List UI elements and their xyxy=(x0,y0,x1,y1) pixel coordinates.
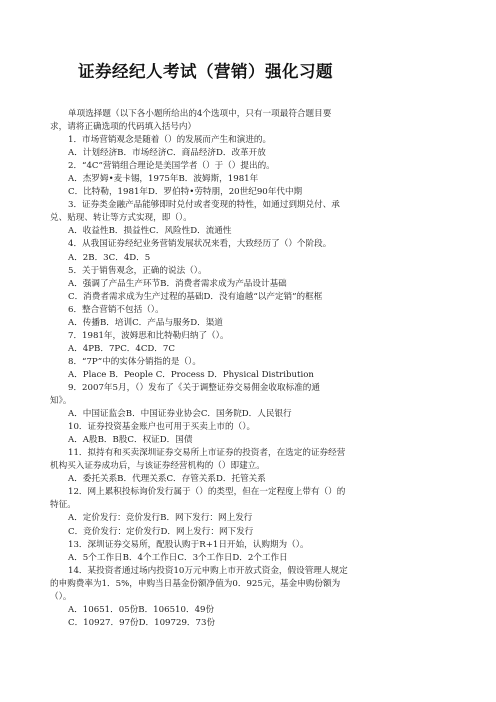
text-line: A．中国证监会B．中国证券业协会C．国务院D．人民银行 xyxy=(68,409,292,420)
text-line: （）。 xyxy=(50,591,72,602)
text-line: C．竞价发行：定价发行D．网上发行：网下发行 xyxy=(68,526,254,537)
text-line: 8．“7P”中的实体分销指的是（）。 xyxy=(68,356,201,367)
text-line: 13．深圳证券交易所，配股认购于R+1日开始，认购期为（）。 xyxy=(68,539,309,550)
text-line: A．委托关系B．代理关系C．存管关系D．托管关系 xyxy=(68,474,266,485)
text-line: C．消费者需求成为生产过程的基础D．没有逾越“以产定销”的框框 xyxy=(68,291,323,302)
text-line: C．比特勒，1981年D．罗伯特•劳特朋，20世纪90年代中期 xyxy=(68,187,303,198)
text-line: 5．关于销售观念，正确的说法（）。 xyxy=(68,265,207,276)
text-line: A．强调了产品生产环节B．消费者需求成为产品设计基础 xyxy=(68,278,287,289)
text-line: A．传播B．培训C．产品与服务D．渠道 xyxy=(68,317,223,328)
text-line: 6．整合营销不包括（）。 xyxy=(68,304,164,315)
text-line: A．2B．3C．4D．5 xyxy=(68,252,151,263)
text-line: A．计划经济B．市场经济C．商品经济D．改革开放 xyxy=(68,148,266,159)
text-line: 10．证券投资基金账户也可用于买卖上市的（）。 xyxy=(68,422,256,433)
document-body xyxy=(50,108,446,630)
text-line: A．定价发行：竞价发行B．网下发行：网上发行 xyxy=(68,513,253,524)
text-line: A．收益性B．损益性C．风险性D．流通性 xyxy=(68,226,232,237)
text-line: 1．市场营销观念是随着（）的发展而产生和演进的。 xyxy=(68,135,272,146)
text-line: A．4PB．7PC．4CD．7C xyxy=(68,343,175,354)
text-line: 单项选择题（以下各小题所给出的4个选项中，只有一项最符合题目要 xyxy=(68,109,332,119)
text-line: 机构买入证券成功后，与该证券经营机构的（）即建立。 xyxy=(50,461,265,472)
text-line: 11．拟持有和买卖深圳证券交易所上市证券的投资者，在选定的证券经营 xyxy=(68,448,346,459)
text-line: 9．2007年5月，（）发布了《关于调整证券交易佣金收取标准的通 xyxy=(68,382,320,393)
text-line: 3．证券类金融产品能够即时兑付或者变现的特性，如通过到期兑付、承 xyxy=(68,200,340,211)
text-line: 4．从我国证券经纪业务营销发展状况来看，大致经历了（）个阶段。 xyxy=(68,239,332,250)
text-line: 12．网上累积投标询价发行属于（）的类型，但在一定程度上带有（）的 xyxy=(68,487,346,498)
text-line: A．A股B．B股C．权证D．国债 xyxy=(68,435,193,446)
document-title: 证券经纪人考试（营销）强化习题 xyxy=(78,62,333,81)
text-line: 7．1981年，波姆思和比特勒归纳了（）。 xyxy=(68,330,229,341)
text-line: 2．“4C”营销组合理论是美国学者（）于（）提出的。 xyxy=(68,161,275,172)
text-line: 兑、贴现、转让等方式实现，即（）。 xyxy=(50,213,192,224)
text-line: 14．某投资者通过场内投资10万元申购上市开放式资金，假设管理人规定 xyxy=(68,565,348,576)
text-line: 的申购费率为1．5%，申购当日基金份额净值为0．925元，基金申购份额为 xyxy=(50,578,341,589)
text-line: C．10927．97份D．109729．73份 xyxy=(68,617,216,628)
text-line: A．5个工作日B．4个工作日C．3个工作日D．2个工作日 xyxy=(68,552,288,563)
text-line: A．10651．05份B．106510．49份 xyxy=(68,604,215,615)
text-line: 求，请将正确选项的代码填入括号内） xyxy=(50,122,197,133)
text-line: A．Place B．People C．Process D．Physical Distribution xyxy=(68,369,314,380)
text-line: 特征。 xyxy=(50,500,76,511)
text-line: A．杰罗姆•麦卡锡，1975年B．波姆斯，1981年 xyxy=(68,174,259,185)
text-line: 知》。 xyxy=(50,396,72,407)
